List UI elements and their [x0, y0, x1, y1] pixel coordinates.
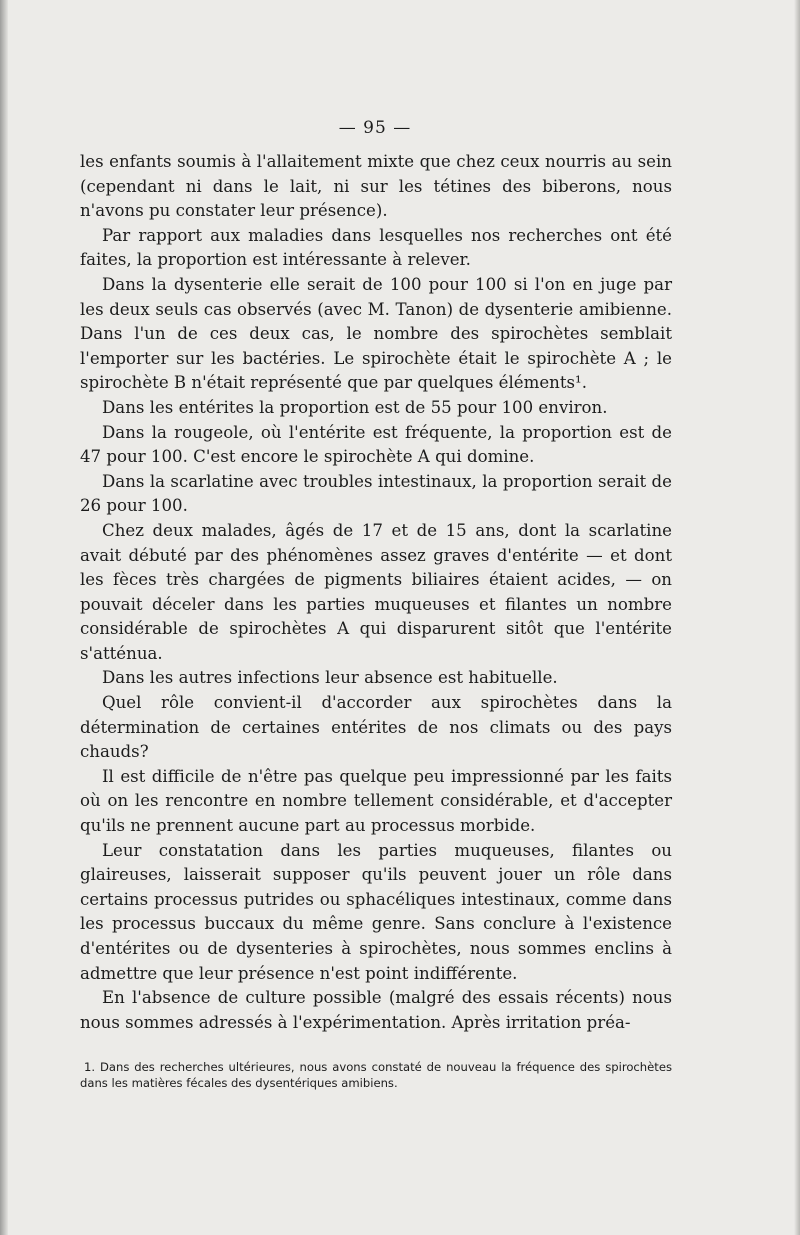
paragraph: Dans la rougeole, où l'entérite est fréquente, la proportion est de 47 pour 100. C'est encore le spirochète A qui domine. — [80, 422, 672, 467]
page-number: — 95 — — [338, 118, 412, 138]
paragraph: Dans la dysenterie elle serait de 100 pour 100 si l'on en juge par les deux seuls cas observés (avec M. Tanon) de dysenterie amibienne. Dans l'un de ces deux cas, le nombre des spirochètes semblait l'emporter sur les bactéries. Le spirochète était le spirochète A ; le spirochète B n'était représenté que par quelques éléments¹. — [80, 274, 672, 393]
paragraph: Il est difficile de n'être pas quelque peu impressionné par les faits où on les rencontre en nombre tellement considérable, et d'accepter qu'ils ne prennent aucune part au processus morbide. — [80, 766, 672, 836]
scan-shadow-right — [794, 0, 800, 1235]
paragraph: Chez deux malades, âgés de 17 et de 15 ans, dont la scarlatine avait débuté par des phénomènes assez graves d'entérite — et dont les fèces très chargées de pigments biliaires étaient acides, — on pouvait déceler dans les parties muqueuses et filantes un nombre considérable de spirochètes A qui disparurent sitôt que l'entérite s'atténua. — [80, 520, 672, 663]
footnote — [80, 1059, 672, 1091]
body-text — [80, 150, 672, 1035]
paragraph: Leur constatation dans les parties muqueuses, filantes ou glaireuses, laisserait supposer qu'ils peuvent jouer un rôle dans certains processus putrides ou sphacéliques intestinaux, comme dans les processus buccaux du même genre. Sans conclure à l'existence d'entérites ou de dysenteries à spirochètes, nous sommes enclins à admettre que leur présence n'est point indifférente. — [80, 840, 672, 983]
paragraph: Dans les entérites la proportion est de 55 pour 100 environ. — [102, 397, 608, 417]
footnote-text: 1. Dans des recherches ultérieures, nous avons constaté de nouveau la fréquence des spirochètes dans les matières fécales des dysentériques amibiens. — [80, 1060, 672, 1091]
scan-shadow-left — [0, 0, 8, 1235]
paragraph: Par rapport aux maladies dans lesquelles nos recherches ont été faites, la proportion est intéressante à relever. — [80, 225, 672, 270]
paragraph: En l'absence de culture possible (malgré des essais récents) nous nous sommes adressés à l'expérimentation. Après irritation préa- — [80, 988, 672, 1032]
paragraph: les enfants soumis à l'allaitement mixte que chez ceux nourris au sein (cependant ni dans le lait, ni sur les tétines des biberons, nous n'avons pu constater leur présence). — [80, 152, 672, 221]
paragraph: Dans la scarlatine avec troubles intestinaux, la proportion serait de 26 pour 100. — [80, 471, 672, 516]
paragraph: Quel rôle convient-il d'accorder aux spirochètes dans la détermination de certaines entérites de nos climats ou des pays chauds? — [80, 693, 672, 762]
paragraph: Dans les autres infections leur absence est habituelle. — [102, 668, 558, 688]
